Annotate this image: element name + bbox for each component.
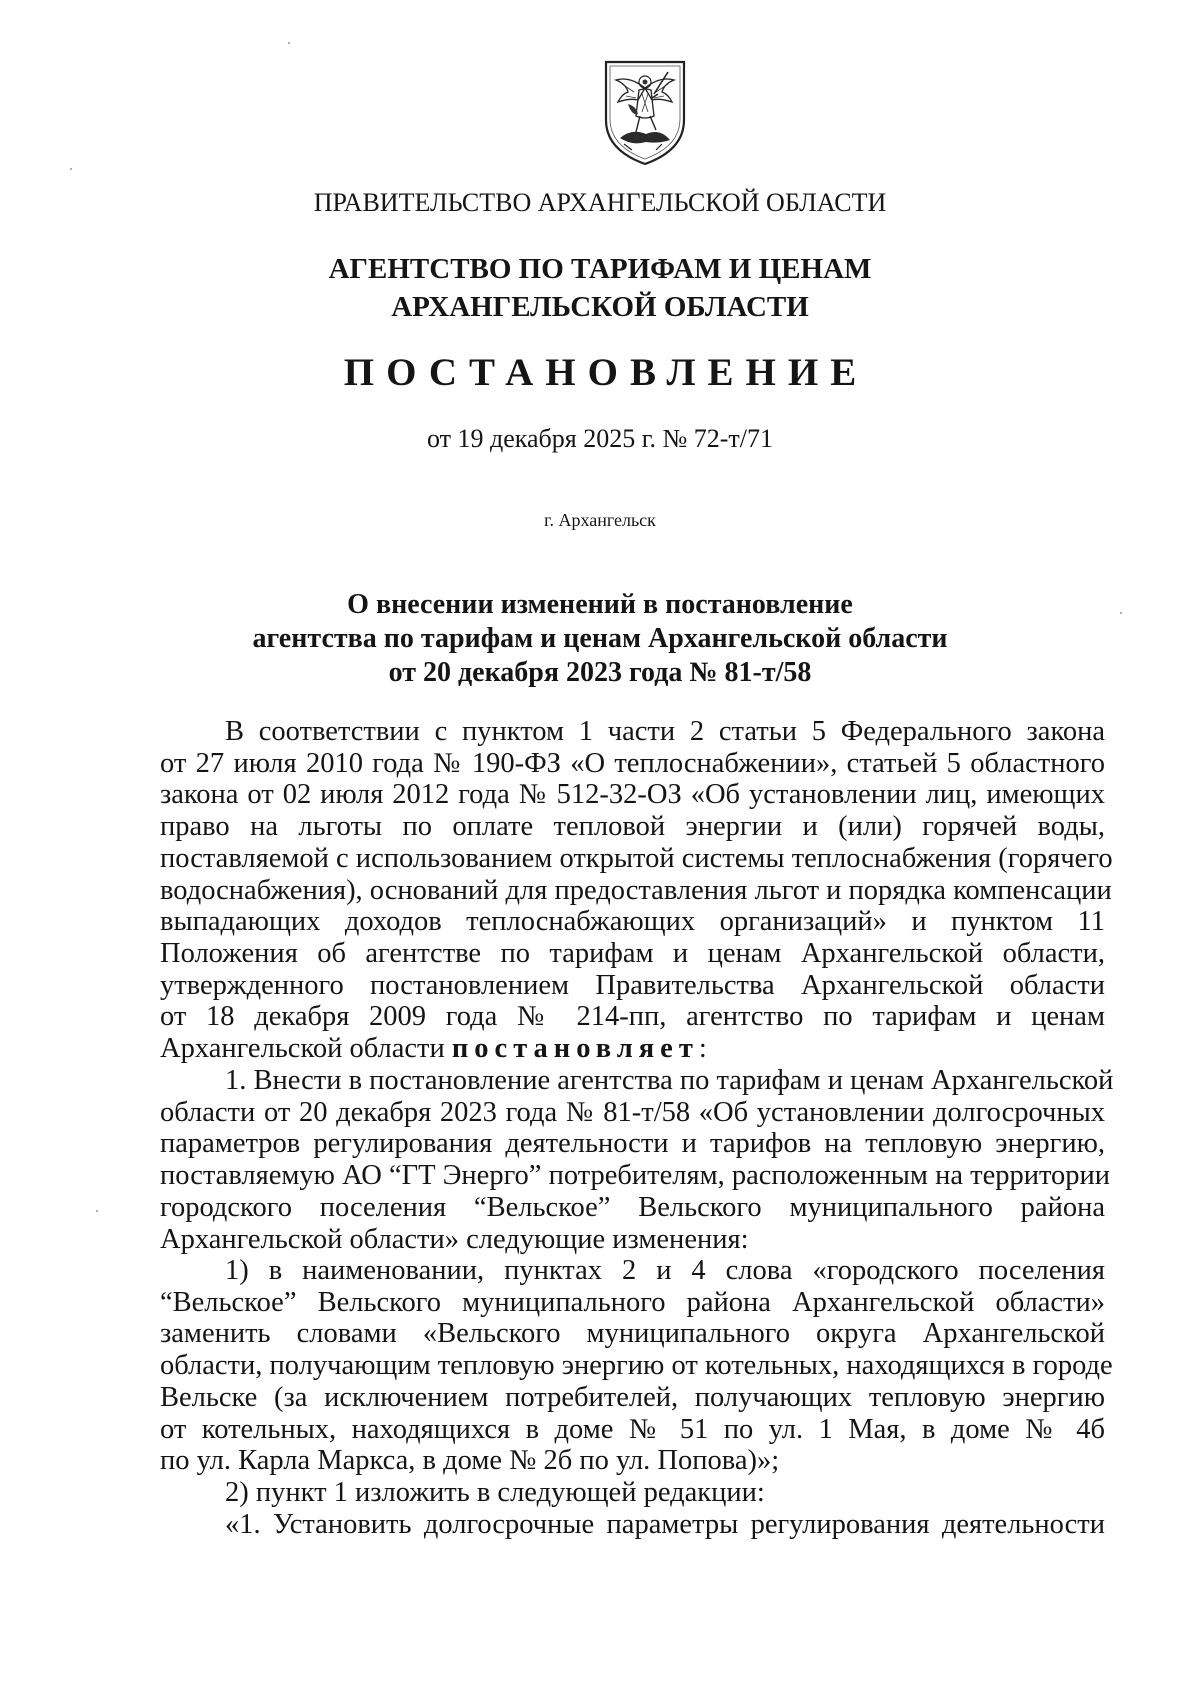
text-line: поставляемую АО “ГТ Энерго” потребителям, расположенным на территории [160, 1160, 1111, 1192]
text-line: от 27 июля 2010 года № 190-ФЗ «О теплоснабжении», статьей 5 областного [160, 747, 1105, 779]
text-line: параметров регулирования деятельности и тарифов на тепловую энергию, [160, 1128, 1105, 1160]
text-line: поставляемой с использованием открытой системы теплоснабжения (горячего [160, 842, 1113, 874]
subitem-2-paragraph [160, 1477, 1105, 1509]
text-line: «1. Установить долгосрочные параметры регулирования деятельности [225, 1509, 1105, 1540]
document-city: г. Архангельск [544, 510, 656, 530]
text-line: Положения об агентстве по тарифам и ценам Архангельской области, [160, 937, 1105, 969]
subject-line-2: агентства по тарифам и ценам Архангельской области [252, 623, 948, 654]
text-fragment: : [698, 1033, 707, 1065]
text-line: по ул. Карла Маркса, в доме № 2б по ул. Попова)»; [160, 1445, 780, 1477]
quoted-item-paragraph [160, 1509, 1105, 1541]
agency-name-line-2: АРХАНГЕЛЬСКОЙ ОБЛАСТИ [391, 291, 809, 323]
text-line: от 18 декабря 2009 года № 214-пп, агентство по тарифам и ценам [160, 1001, 1105, 1033]
text-line: утвержденного постановлением Правительства Архангельской области [160, 969, 1105, 1001]
coat-of-arms-icon [602, 58, 688, 166]
document-date-number: от 19 декабря 2025 г. № 72-т/71 [426, 424, 774, 453]
scan-speck [1120, 612, 1122, 614]
scan-speck [96, 1210, 98, 1212]
subitem-1-paragraph [160, 1255, 1113, 1477]
text-line: 2) пункт 1 изложить в следующей редакции: [225, 1477, 765, 1508]
text-line: водоснабжения), оснований для предоставления льгот и порядка компенсации [160, 874, 1112, 906]
text-line: области от 20 декабря 2023 года № 81-т/58 «Об установлении долгосрочных [160, 1096, 1105, 1128]
text-line: городского поселения “Вельское” Вельского муниципального района [160, 1191, 1105, 1223]
text-line: право на льготы по оплате тепловой энергии и (или) горячей воды, [160, 811, 1105, 843]
resolves-keyword: постановляет [451, 1033, 699, 1065]
text-line [160, 1033, 1105, 1065]
text-line: Вельске (за исключением потребителей, получающих тепловую энергию [160, 1381, 1105, 1413]
text-line: от котельных, находящихся в доме № 51 по ул. 1 Мая, в доме № 4б [160, 1413, 1105, 1445]
item-1-paragraph [160, 1065, 1114, 1255]
text-line: области, получающим тепловую энергию от котельных, находящихся в городе [160, 1350, 1113, 1382]
subject-line-1: О внесении изменений в постановление [347, 589, 853, 620]
text-line: “Вельское” Вельского муниципального района Архангельской области» [160, 1286, 1105, 1318]
text-line: 1) в наименовании, пунктах 2 и 4 слова «городского поселения [225, 1255, 1105, 1286]
government-name: ПРАВИТЕЛЬСТВО АРХАНГЕЛЬСКОЙ ОБЛАСТИ [313, 188, 887, 217]
text-line: Архангельской области» следующие изменения: [160, 1223, 749, 1255]
agency-name [0, 250, 1200, 326]
text-line: выпадающих доходов теплоснабжающих организаций» и пунктом 11 [160, 906, 1105, 938]
scan-speck [70, 168, 72, 170]
text-line: В соответствии с пунктом 1 части 2 статьи 5 Федерального закона [225, 716, 1105, 747]
text-fragment: Архангельской области [160, 1033, 452, 1065]
preamble-paragraph [160, 716, 1113, 1065]
text-line: 1. Внести в постановление агентства по тарифам и ценам Архангельской [225, 1065, 1114, 1096]
text-line: закона от 02 июля 2012 года № 512-32-ОЗ «Об установлении лиц, имеющих [160, 779, 1105, 811]
document-subject [0, 588, 1200, 690]
text-line: заменить словами «Вельского муниципального округа Архангельской [160, 1318, 1105, 1350]
scan-speck [288, 42, 290, 44]
subject-line-3: от 20 декабря 2023 года № 81-т/58 [388, 657, 812, 688]
document-type-title: ПОСТАНОВЛЕНИЕ [343, 351, 869, 394]
agency-name-line-1: АГЕНТСТВО ПО ТАРИФАМ И ЦЕНАМ [328, 253, 872, 285]
